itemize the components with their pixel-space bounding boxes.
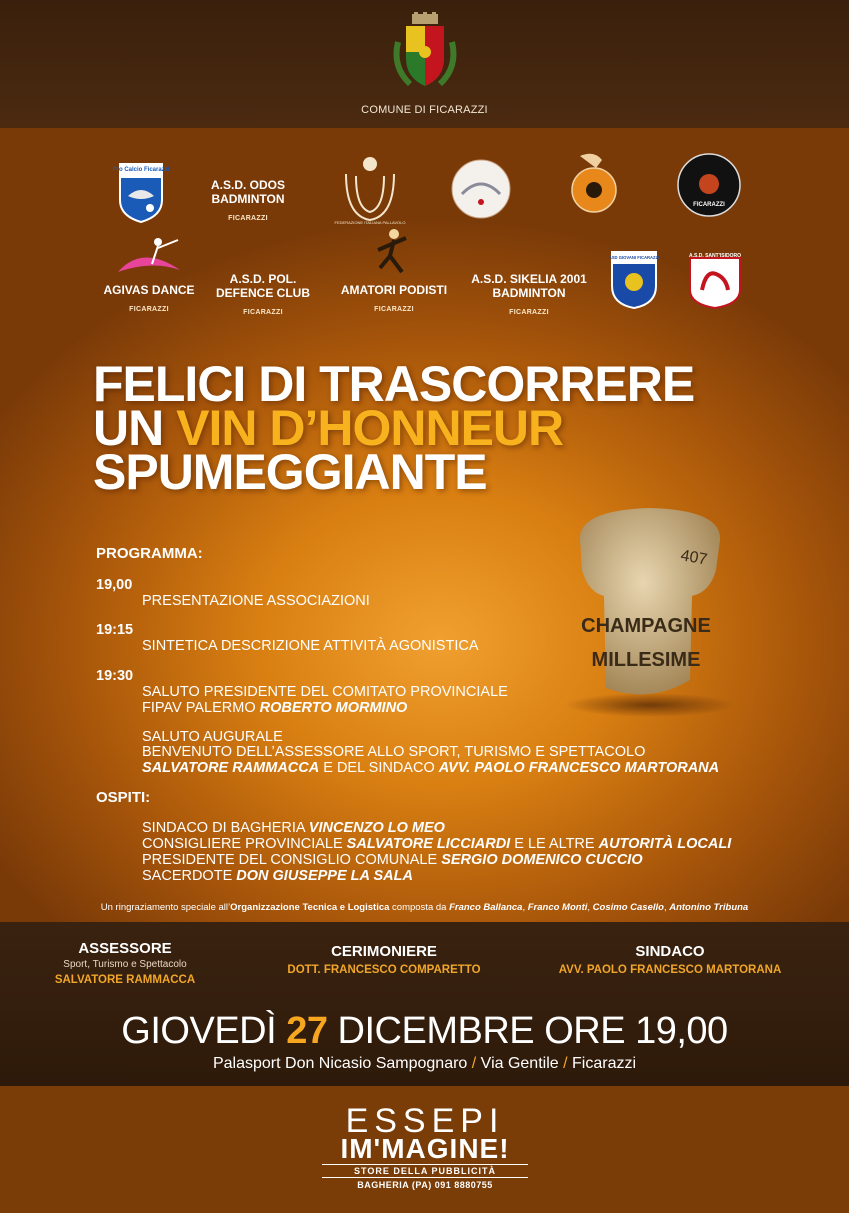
procalcio-text: Pro Calcio Ficarazzi (112, 167, 170, 173)
sponsor-brand: IM'MAGINE! (340, 1133, 510, 1164)
event-date: GIOVEDÌ 27 DICEMBRE ORE 19,00 (121, 1010, 728, 1052)
event-venue: Palasport Don Nicasio Sampognaro / Via Gentile / Ficarazzi (212, 1055, 637, 1072)
sponsor-contact: BAGHERIA (PA) 091 8880755 (357, 1180, 493, 1190)
sponsor-name: ESSEPI (345, 1102, 505, 1140)
program-item-3-line2: FIPAV PALERMO ROBERTO MORMINO (142, 700, 408, 716)
club-defence: A.S.D. POL. DEFENCE CLUB FICARAZZI (215, 272, 310, 316)
comune-label: COMUNE DI FICARAZZI (361, 104, 488, 116)
santisidoro-text: A.S.D. SANT'ISIDORO (688, 253, 742, 259)
role-assessore: ASSESSORE Sport, Turismo e Spettacolo SALVATORE RAMMACCA (54, 940, 196, 986)
time-2: 19:15 (96, 622, 134, 638)
guest-1: SINDACO DI BAGHERIA VINCENZO LO MEO (142, 820, 445, 836)
program-item-1: PRESENTAZIONE ASSOCIAZIONI (142, 593, 370, 609)
sponsor-logo (310, 1102, 540, 1190)
eagle-logo-icon (562, 150, 626, 222)
role-sindaco: SINDACO AVV. PAOLO FRANCESCO MARTORANA (558, 943, 782, 976)
club-sikelia: A.S.D. SIKELIA 2001 BADMINTON FICARAZZI (471, 272, 587, 316)
program-title: PROGRAMMA: (96, 545, 203, 562)
headline-line3: SPUMEGGIANTE (93, 444, 487, 500)
coat-of-arms-icon (390, 12, 460, 94)
procalcio-shield-icon (112, 162, 170, 224)
asd-giovani-shield-icon (610, 248, 658, 310)
sponsor-tagline: STORE DELLA PUBBLICITÀ (322, 1164, 528, 1178)
guest-4: SACERDOTE DON GIUSEPPE LA SALA (142, 868, 413, 884)
champagne-cork-icon (560, 500, 740, 720)
program-item-2: SINTETICA DESCRIZIONE ATTIVITÀ AGONISTICA (142, 638, 479, 654)
cork-number: 407 (679, 547, 709, 569)
program-item-3-line4: BENVENUTO DELL’ASSESSORE ALLO SPORT, TURISMO E SPETTACOLO (142, 744, 646, 760)
accademia-logo-icon (676, 152, 742, 218)
guest-3: PRESIDENTE DEL CONSIGLIO COMUNALE SERGIO DOMENICO CUCCIO (142, 852, 643, 868)
time-3: 19:30 (96, 668, 134, 684)
accademia-text: FICARAZZI (693, 202, 725, 208)
time-1: 19,00 (96, 577, 133, 593)
runner-icon (372, 228, 412, 278)
guests-title: OSPITI: (96, 789, 151, 806)
dancer-icon (112, 234, 186, 276)
fipav-logo-icon (334, 154, 406, 226)
club-circle-logo-icon (450, 158, 512, 220)
santisidoro-logo-icon (686, 250, 744, 310)
thanks-note: Un ringraziamento speciale all’Organizzazione Tecnica e Logistica composta da Franco Ballanca, Franco Monti, Cosimo Casello, Antonino Tribuna (100, 902, 749, 913)
club-agivas: AGIVAS DANCE FICARAZZI (103, 283, 195, 313)
program-item-3-line3: SALUTO AUGURALE (142, 729, 283, 745)
cork-word1: CHAMPAGNE (581, 615, 711, 637)
program-item-3-line5: SALVATORE RAMMACCA E DEL SINDACO AVV. PAOLO FRANCESCO MARTORANA (142, 760, 720, 776)
club-odos: A.S.D. ODOS BADMINTON FICARAZZI (210, 178, 285, 222)
club-amatori: AMATORI PODISTI FICARAZZI (340, 283, 448, 313)
guest-2: CONSIGLIERE PROVINCIALE SALVATORE LICCIARDI E LE ALTRE AUTORITÀ LOCALI (142, 836, 732, 852)
program-item-3-line1: SALUTO PRESIDENTE DEL COMITATO PROVINCIALE (142, 684, 508, 700)
header-band (0, 0, 849, 128)
role-cerimoniere: CERIMONIERE DOTT. FRANCESCO COMPARETTO (287, 943, 481, 976)
fipav-text: FEDERAZIONE ITALIANA PALLAVOLO (334, 220, 406, 225)
headline-line1: FELICI DI TRASCORRERE (93, 356, 695, 412)
headline (93, 356, 695, 500)
headline-highlight: VIN D’HONNEUR (176, 400, 564, 456)
cork-word2: MILLESIME (591, 649, 701, 671)
asd-giovani-text: ASD GIOVANI FICARAZZI (608, 255, 660, 260)
headline-line2: UN VIN D’HONNEUR (93, 400, 564, 456)
